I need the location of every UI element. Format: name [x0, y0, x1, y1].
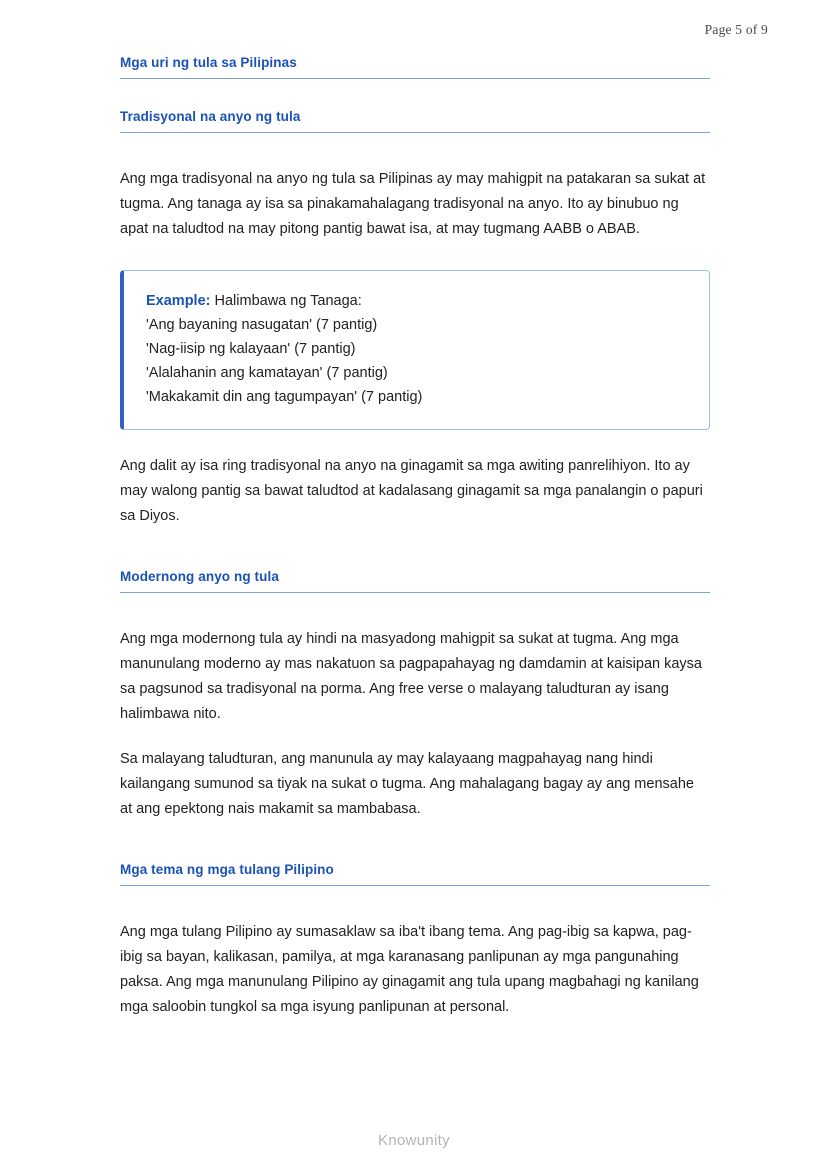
section-heading-tradisyonal: Tradisyonal na anyo ng tula	[120, 109, 301, 124]
spacer	[120, 430, 710, 454]
paragraph-tema-1: Ang mga tulang Pilipino ay sumasaklaw sa iba't ibang tema. Ang pag-ibig sa kapwa, pag-ibig sa bayan, kalikasan, pamilya, at mga karanasang panlipunan ay mga pangunahing paksa. Ang mga manunulang Pilipino ay ginagamit ang tula upang magbahagi ng kanilang mga saloobin tungkol sa mga isyung panlipunan at personal.	[120, 924, 699, 1015]
example-line: 'Alalahanin ang kamatayan' (7 pantig)	[146, 365, 388, 381]
example-label: Example:	[146, 293, 211, 309]
spacer	[120, 529, 710, 569]
page-number: Page 5 of 9	[704, 22, 768, 37]
example-title: Halimbawa ng Tanaga:	[214, 293, 362, 309]
spacer	[120, 133, 710, 167]
spacer	[120, 79, 710, 109]
spacer	[120, 886, 710, 920]
paragraph-modernong-1: Ang mga modernong tula ay hindi na masyadong mahigpit sa sukat at tugma. Ang mga manunulang moderno ay mas nakatuon sa pagpapahayag ng damdamin at kaisipan kaysa sa pagsunod sa tradisyonal na porma. Ang free verse o malayang taludturan ay isang halimbawa nito.	[120, 631, 702, 722]
example-callout	[120, 270, 710, 430]
section-heading-tema: Mga tema ng mga tulang Pilipino	[120, 862, 334, 877]
spacer	[120, 822, 710, 862]
section-heading-block-1	[120, 55, 710, 79]
section-heading-block-4	[120, 862, 710, 886]
section-heading-modernong: Modernong anyo ng tula	[120, 569, 279, 584]
example-line: 'Nag-iisip ng kalayaan' (7 pantig)	[146, 341, 356, 357]
paragraph-tradisyonal-2: Ang dalit ay isa ring tradisyonal na anyo na ginagamit sa mga awiting panrelihiyon. Ito ay may walong pantig sa bawat taludtod at kadalasang ginagamit sa mga panalangin o papuri sa Diyos.	[120, 458, 703, 524]
section-heading-block-2	[120, 109, 710, 133]
example-line: 'Ang bayaning nasugatan' (7 pantig)	[146, 317, 378, 333]
example-title-line	[146, 289, 687, 313]
spacer	[120, 593, 710, 627]
page-title: Mga uri ng tula sa Pilipinas	[120, 55, 297, 70]
section-heading-block-3	[120, 569, 710, 593]
paragraph-tradisyonal-1: Ang mga tradisyonal na anyo ng tula sa Pilipinas ay may mahigpit na patakaran sa sukat at tugma. Ang tanaga ay isa sa pinakamahalagang tradisyonal na anyo. Ito ay binubuo ng apat na taludtod na may pitong pantig bawat isa, at may tugmang AABB o ABAB.	[120, 171, 706, 237]
watermark: Knowunity	[378, 1132, 450, 1149]
page-content	[120, 55, 710, 1020]
paragraph-modernong-2: Sa malayang taludturan, ang manunula ay may kalayaang magpahayag nang hindi kailangang sumunod sa tiyak na sukat o tugma. Ang mahalagang bagay ay ang mensahe at ang epektong nais makamit sa mambabasa.	[120, 751, 694, 817]
example-line: 'Makakamit din ang tagumpayan' (7 pantig)	[146, 389, 423, 405]
